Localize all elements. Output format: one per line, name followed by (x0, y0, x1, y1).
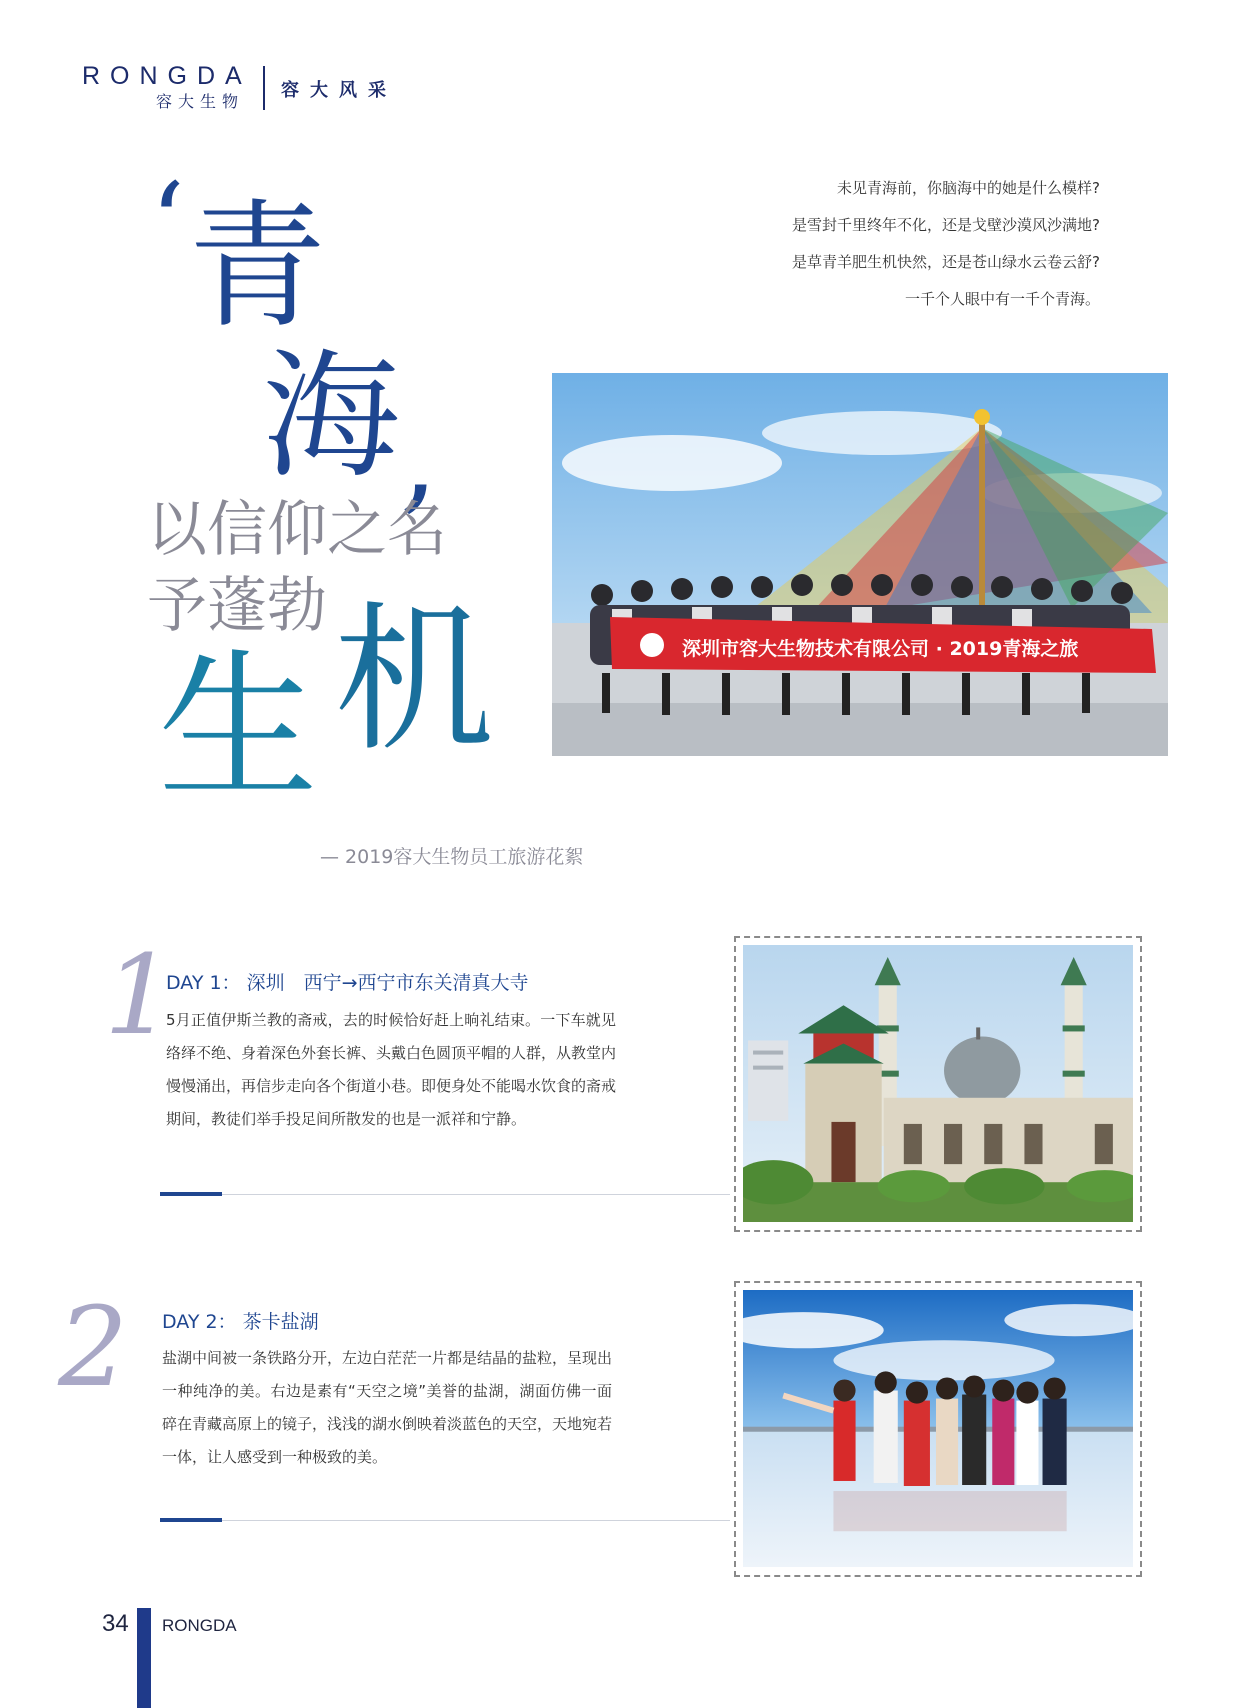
day-2-text: 盐湖中间被一条铁路分开，左边白茫茫一片都是结晶的盐粒，呈现出一种纯净的美。右边是素有“天空之境”美誉的盐湖，湖面仿佛一面碎在青藏高原上的镜子，浅浅的湖水倒映着淡蓝色的天空，天地宛若一体，让人感受到一种极致的美。 (162, 1349, 613, 1466)
intro-line: 是草青羊肥生机快然，还是苍山绿水云卷云舒? (792, 253, 1100, 271)
headline-line4: 予蓬勃 (147, 571, 327, 641)
intro-text (792, 170, 1100, 318)
footer-bar (137, 1608, 151, 1708)
day-1-rule-accent (160, 1192, 222, 1196)
headline-line3: 以信仰之名 (147, 495, 447, 565)
header-divider (263, 66, 265, 110)
headline-open-quote: ‘ (150, 159, 185, 287)
salt-lake-photo (743, 1290, 1133, 1568)
intro-line: 是雪封千里终年不化，还是戈壁沙漠风沙满地? (792, 216, 1100, 234)
day-1-rule (160, 1194, 730, 1195)
banner-text: 深圳市容大生物技术有限公司 · 2019青海之旅 (682, 638, 1079, 660)
headline-char-sheng: 生 (158, 634, 319, 821)
day-2-title: DAY 2： 茶卡盐湖 (162, 1311, 319, 1333)
day-2-rule-accent (160, 1518, 222, 1522)
mosque-photo (743, 945, 1133, 1223)
headline-subtitle: — 2019容大生物员工旅游花絮 (320, 846, 584, 868)
headline-char-qing: 青 (188, 186, 327, 347)
day-1-photo-frame (734, 936, 1142, 1232)
day-1-title: DAY 1： 深圳 西宁→西宁市东关清真大寺 (166, 972, 529, 994)
group-photo (552, 373, 1168, 756)
footer-brand: RONGDA (162, 1616, 237, 1635)
day-1-number: 1 (104, 931, 174, 1059)
day-2-rule (160, 1520, 730, 1521)
day-2-photo-frame (734, 1281, 1142, 1577)
day-1-text: 5月正值伊斯兰教的斋戒，去的时候恰好赶上晌礼结束。一下车就见络绎不绝、身着深色外套长裤、头戴白色圆顶平帽的人群，从教堂内慢慢涌出，再信步走向各个街道小巷。即便身处不能喝水饮食的斋戒期间，教徒们举手投足间所散发的也是一派祥和宁静。 (166, 1011, 617, 1128)
brand-logo-cn: 容大生物 (156, 92, 245, 111)
page-number: 34 (102, 1610, 129, 1637)
headline-comma: , (400, 388, 439, 527)
day-2-number: 2 (58, 1283, 128, 1411)
intro-line: 一千个人眼中有一千个青海。 (904, 290, 1100, 308)
headline-char-hai: 海 (262, 336, 401, 497)
intro-line: 未见青海前，你脑海中的她是什么模样? (837, 179, 1100, 197)
brand-logo-en: RONGDA (82, 62, 252, 90)
section-title: 容大风采 (281, 80, 397, 101)
headline-char-ji: 机 (334, 586, 495, 773)
